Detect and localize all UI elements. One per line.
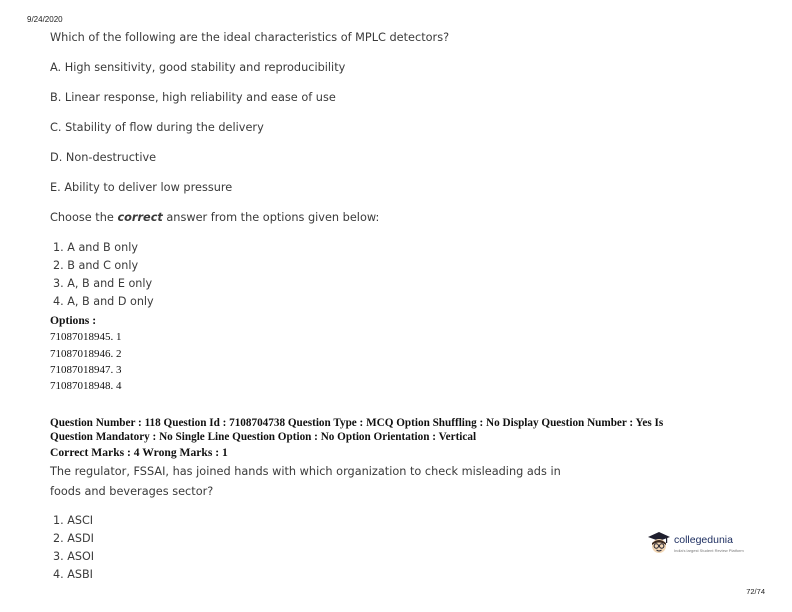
choose-instruction	[50, 211, 379, 224]
statement-a: A. High sensitivity, good stability and reproducibility	[50, 61, 346, 74]
statement-e: E. Ability to deliver low pressure	[50, 181, 233, 194]
collegedunia-watermark	[647, 530, 757, 560]
option-id-4: 71087018948. 4	[50, 380, 122, 392]
choice-4: 4. A, B and D only	[53, 295, 154, 308]
choice-3: 3. A, B and E only	[53, 277, 153, 290]
options-label: Options :	[50, 314, 97, 327]
choice-2: 2. B and C only	[53, 259, 139, 272]
brand-name: collegedunia	[674, 534, 733, 546]
choice-1: 1. ASCI	[53, 514, 94, 527]
statement-d: D. Non-destructive	[50, 151, 157, 164]
question-stem-line2: foods and beverages sector?	[50, 485, 214, 498]
graduate-mascot-icon	[647, 531, 671, 557]
option-id-1: 71087018945. 1	[50, 331, 122, 343]
marks-info: Correct Marks : 4 Wrong Marks : 1	[50, 446, 228, 459]
choice-2: 2. ASDI	[53, 532, 94, 545]
choice-3: 3. ASOI	[53, 550, 95, 563]
print-date: 9/24/2020	[27, 15, 63, 24]
choose-suffix: answer from the options given below:	[162, 211, 380, 224]
brand-tagline: India's largest Student Review Platform	[674, 548, 744, 553]
option-id-3: 71087018947. 3	[50, 364, 122, 376]
choice-4: 4. ASBI	[53, 568, 93, 581]
option-id-2: 71087018946. 2	[50, 348, 122, 360]
page-number: 72/74	[746, 587, 765, 596]
question-stem: Which of the following are the ideal characteristics of MPLC detectors?	[50, 31, 450, 44]
choose-prefix: Choose the	[50, 211, 118, 224]
choose-emphasis: correct	[117, 211, 163, 224]
choice-1: 1. A and B only	[53, 241, 138, 254]
question-meta-line1: Question Number : 118 Question Id : 7108704738 Question Type : MCQ Option Shuffling : No Display Question Number : Yes Is	[50, 417, 664, 429]
question-stem-line1: The regulator, FSSAI, has joined hands with which organization to check misleading ads in	[50, 465, 561, 478]
statement-c: C. Stability of flow during the delivery	[50, 121, 264, 134]
question-meta-line2: Question Mandatory : No Single Line Question Option : No Option Orientation : Vertical	[50, 431, 477, 443]
statement-b: B. Linear response, high reliability and ease of use	[50, 91, 336, 104]
